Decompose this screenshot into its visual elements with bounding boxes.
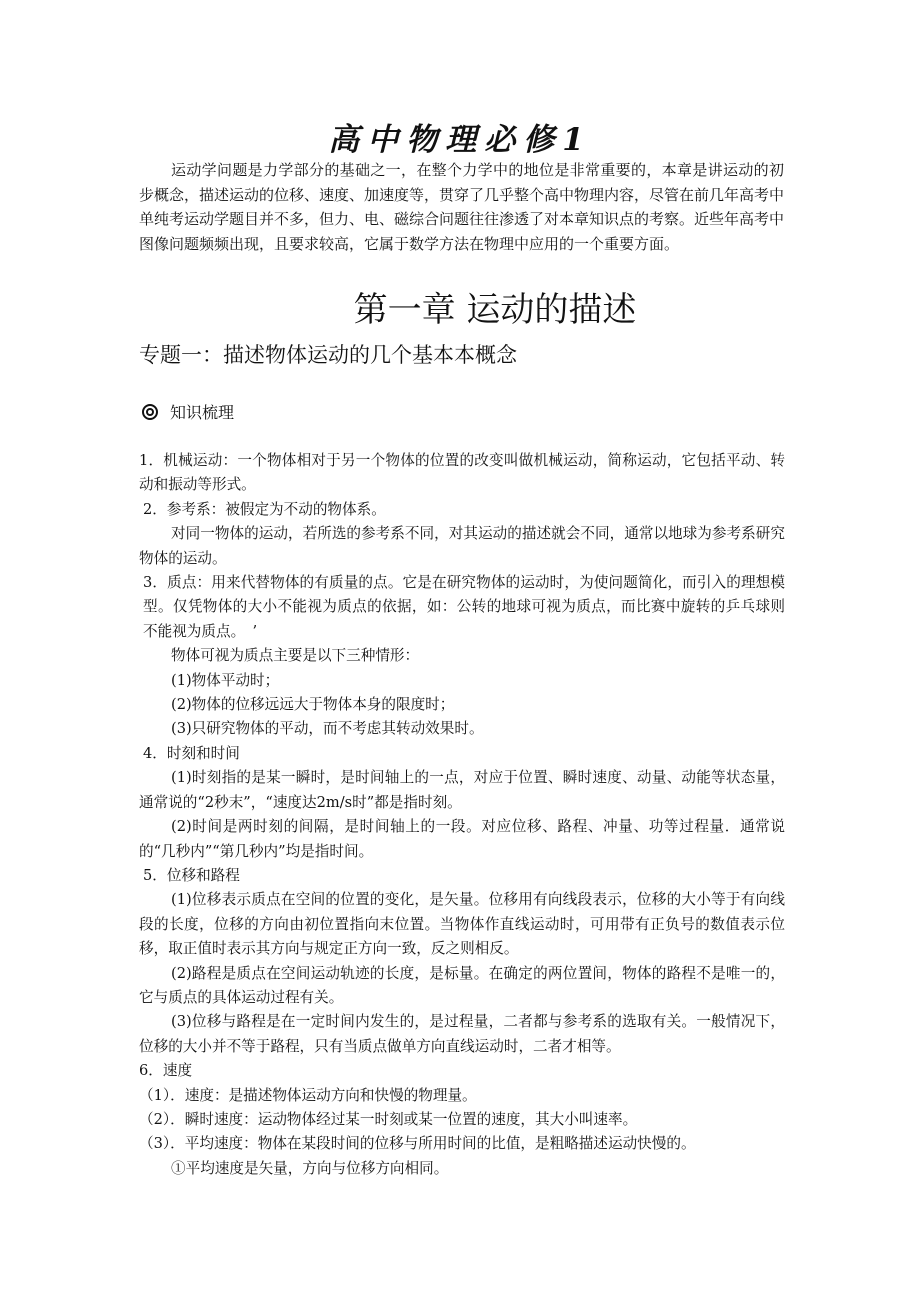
paragraph: 物体可视为质点主要是以下三种情形： <box>171 647 420 665</box>
paragraph: (1)时刻指的是某一瞬时，是时间轴上的一点，对应于位置、瞬时速度、动量、动能等状态量，通常说的“2秒末”，“速度达2m/s时”都是指时刻。 <box>139 769 785 811</box>
bullseye-icon <box>142 404 158 420</box>
paragraph: 3．质点：用来代替物体的有质量的点。它是在研究物体的运动时，为使问题简化，而引入的理想模型。仅凭物体的大小不能视为质点的依据，如：公转的地球可视为质点，而比赛中旋转的乒乓球则不能视为质点。 ’ <box>143 574 785 640</box>
paragraph: （1）．速度：是描述物体运动方向和快慢的物理量。 <box>139 1086 477 1104</box>
paragraph: (2)时间是两时刻的间隔，是时间轴上的一段。对应位移、路程、冲量、功等过程量．通常说的“几秒内”“第几秒内”均是指时间。 <box>139 818 785 860</box>
paragraph: (2)物体的位移远远大于物体本身的限度时； <box>171 696 455 714</box>
paragraph: 5．位移和路程 <box>143 866 240 884</box>
paragraph: ①平均速度是矢量，方向与位移方向相同。 <box>171 1159 449 1177</box>
paragraph: 对同一物体的运动，若所选的参考系不同，对其运动的描述就会不同，通常以地球为参考系研究物体的运动。 <box>139 525 785 567</box>
paragraph: 6．速度 <box>139 1062 193 1080</box>
paragraph: (3)位移与路程是在一定时间内发生的，是过程量，二者都与参考系的选取有关。一般情况下，位移的大小并不等于路程，只有当质点做单方向直线运动时，二者才相等。 <box>139 1013 785 1055</box>
paragraph: (3)只研究物体的平动，而不考虑其转动效果时。 <box>171 720 484 738</box>
paragraph: （2）．瞬时速度：运动物体经过某一时刻或某一位置的速度，其大小叫速率。 <box>139 1110 638 1128</box>
paragraph: 4．时刻和时间 <box>143 744 240 762</box>
intro-paragraph: 运动学问题是力学部分的基础之一，在整个力学中的地位是非常重要的，本章是讲运动的初步概念，描述运动的位移、速度、加速度等，贯穿了几乎整个高中物理内容，尽管在前几年高考中单纯考运动学题目并不多，但力、电、磁综合问题往往渗透了对本章知识点的考察。近些年高考中图像问题频频出现，且要求较高，它属于数学方法在物理中应用的一个重要方面。 <box>139 161 785 253</box>
document-title: 高中物理必修1 <box>328 122 592 158</box>
body-text <box>139 449 785 1181</box>
section-title: 知识梳理 <box>170 403 235 422</box>
paragraph: (1)位移表示质点在空间的位置的变化，是矢量。位移用有向线段表示，位移的大小等于有向线段的长度，位移的方向由初位置指向末位置。当物体作直线运动时，可用带有正负号的数值表示位移，取正值时表示其方向与规定正方向一致，反之则相反。 <box>139 891 785 958</box>
section-heading <box>142 400 234 423</box>
topic-heading: 专题一：描述物体运动的几个基本本概念 <box>139 343 517 367</box>
paragraph: 2．参考系：被假定为不动的物体系。 <box>143 500 386 518</box>
paragraph: (1)物体平动时； <box>171 671 280 689</box>
paragraph: 1．机械运动：一个物体相对于另一个物体的位置的改变叫做机械运动，简称运动，它包括平动、转动和振动等形式。 <box>139 452 785 494</box>
chapter-heading: 第一章 运动的描述 <box>353 290 637 330</box>
paragraph: (2)路程是质点在空间运动轨迹的长度，是标量。在确定的两位置间，物体的路程不是唯一的，它与质点的具体运动过程有关。 <box>139 964 785 1006</box>
paragraph: （3）．平均速度：物体在某段时间的位移与所用时间的比值，是粗略描述运动快慢的。 <box>139 1135 696 1153</box>
